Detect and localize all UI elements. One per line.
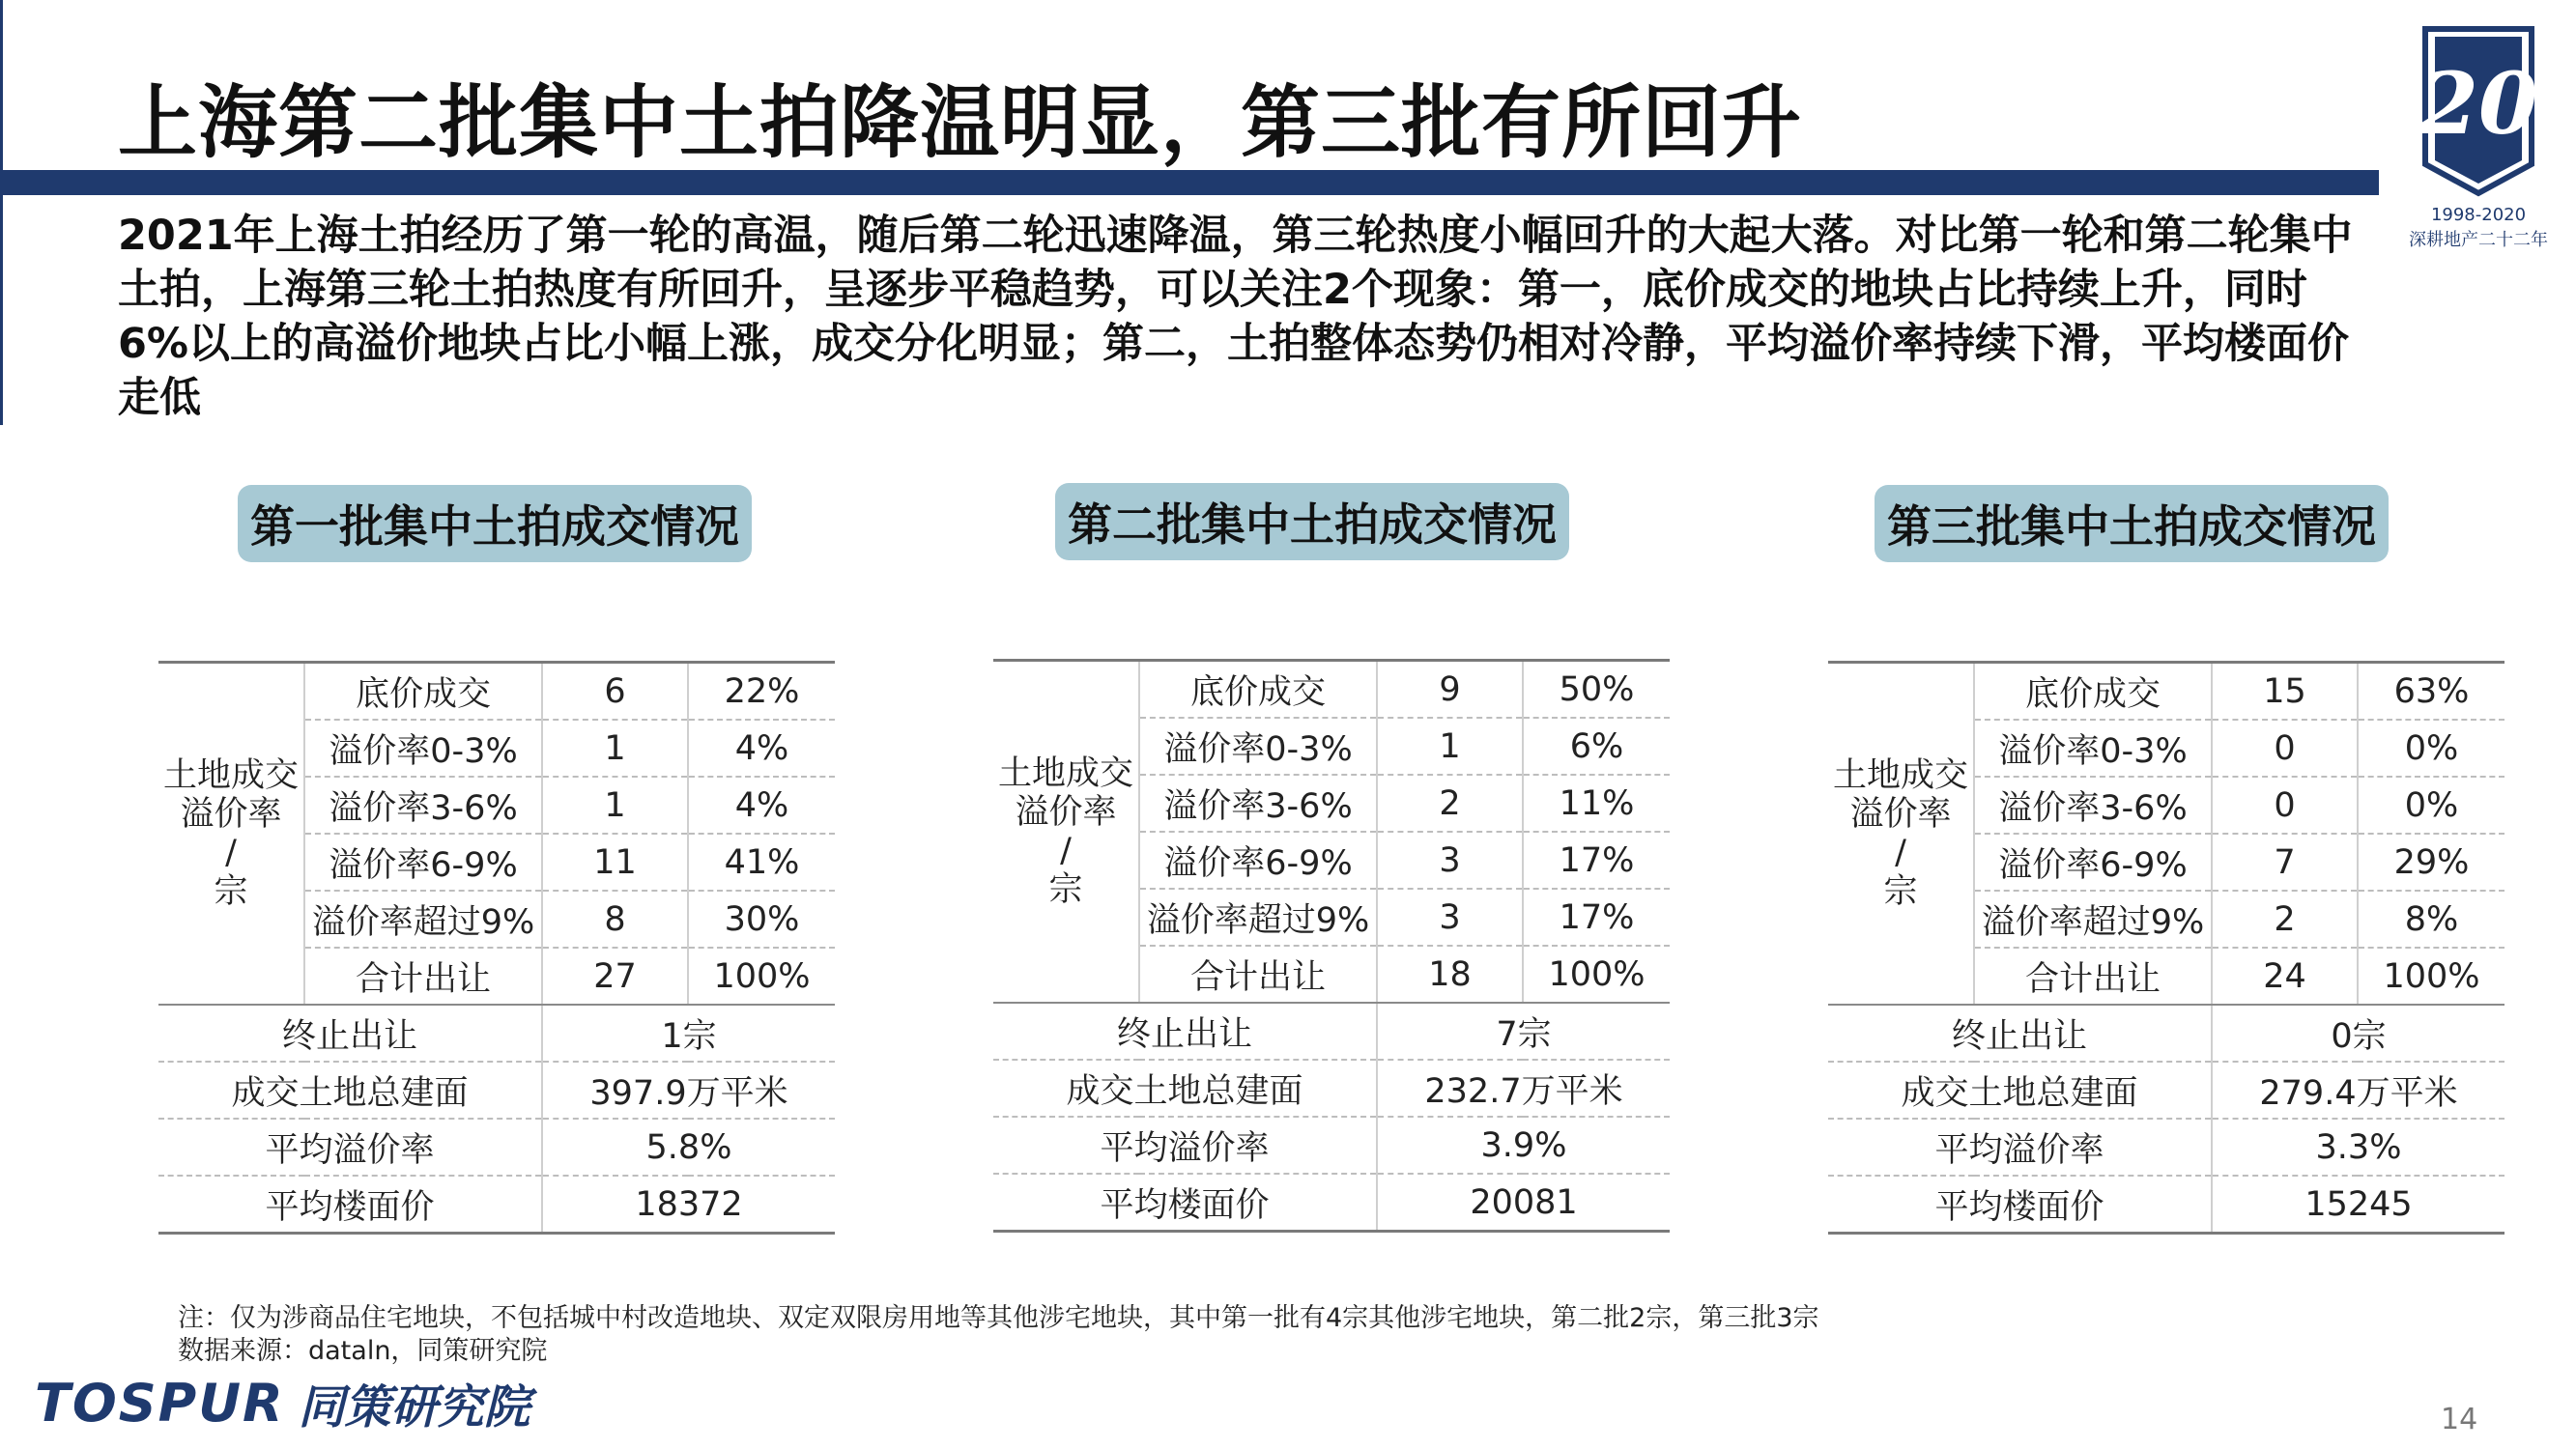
row-group-header	[1828, 663, 1974, 1006]
summary-value: 3.9%	[1377, 1117, 1670, 1174]
row-header-line: 土地成交	[1832, 756, 1968, 795]
row-label: 合计出让	[1974, 948, 2212, 1005]
row-header-line: 宗	[1883, 872, 1918, 911]
summary-value: 18372	[542, 1176, 835, 1234]
summary-value: 3.3%	[2212, 1119, 2504, 1176]
row-header-line: /	[225, 834, 237, 872]
row-label: 溢价率超过9%	[1974, 891, 2212, 948]
row-pct: 22%	[688, 663, 835, 721]
row-header-line: /	[1060, 832, 1072, 870]
title-underline-bar	[0, 170, 2379, 195]
row-label: 底价成交	[1139, 661, 1377, 719]
batch2-heading: 第二批集中土拍成交情况	[1055, 483, 1569, 560]
row-label: 底价成交	[304, 663, 542, 721]
row-count: 11	[542, 834, 688, 891]
summary-label: 平均楼面价	[1828, 1176, 2212, 1234]
row-label: 溢价率0-3%	[1974, 720, 2212, 777]
summary-value: 5.8%	[542, 1119, 835, 1176]
row-count: 8	[542, 891, 688, 948]
row-count: 24	[2212, 948, 2358, 1005]
summary-paragraph: 2021年上海土拍经历了第一轮的高温，随后第二轮迅速降温，第三轮热度小幅回升的大起大落。对比第一轮和第二轮集中土拍，上海第三轮土拍热度有所回升，呈逐步平稳趋势，可以关注2个现象：第一，底价成交的地块占比持续上升，同时6%以上的高溢价地块占比小幅上涨，成交分化明显；第二，土拍整体态势仍相对冷静，平均溢价率持续下滑，平均楼面价走低	[118, 212, 2353, 422]
row-label: 溢价率0-3%	[1139, 718, 1377, 775]
anniversary-emblem-icon	[2396, 19, 2561, 203]
row-header-line: 溢价率	[180, 795, 282, 834]
row-count: 1	[542, 720, 688, 777]
row-group-header	[158, 663, 304, 1006]
row-pct: 4%	[688, 720, 835, 777]
footnote-source: 数据来源：dataln，同策研究院	[178, 1336, 548, 1366]
logo-years: 1998-2020	[2430, 205, 2527, 225]
summary-label: 平均溢价率	[1828, 1119, 2212, 1176]
footnote-note: 注：仅为涉商品住宅地块，不包括城中村改造地块、双定双限房用地等其他涉宅地块，其中第一批有4宗其他涉宅地块，第二批2宗，第三批3宗	[178, 1303, 1819, 1333]
row-label: 合计出让	[304, 948, 542, 1005]
summary-value: 20081	[1377, 1174, 1670, 1232]
row-pct: 29%	[2358, 834, 2504, 891]
batch3-table	[1828, 661, 2504, 1235]
row-label: 溢价率6-9%	[1139, 832, 1377, 889]
row-count: 7	[2212, 834, 2358, 891]
row-label: 溢价率0-3%	[304, 720, 542, 777]
row-label: 溢价率超过9%	[1139, 889, 1377, 946]
row-header-line: 宗	[214, 872, 248, 911]
brand-name-en: TOSPUR	[35, 1373, 285, 1434]
slide-title: 上海第二批集中土拍降温明显，第三批有所回升	[118, 77, 1803, 169]
row-pct: 50%	[1523, 661, 1670, 719]
row-count: 0	[2212, 720, 2358, 777]
row-pct: 63%	[2358, 663, 2504, 721]
row-pct: 0%	[2358, 720, 2504, 777]
row-count: 3	[1377, 832, 1523, 889]
row-count: 9	[1377, 661, 1523, 719]
row-header-line: 土地成交	[162, 756, 299, 795]
summary-value: 232.7万平米	[1377, 1060, 1670, 1117]
brand-name-cn: 同策研究院	[298, 1380, 530, 1435]
row-label: 底价成交	[1974, 663, 2212, 721]
footnote	[178, 1302, 1819, 1368]
row-count: 2	[2212, 891, 2358, 948]
row-count: 27	[542, 948, 688, 1005]
summary-label: 平均楼面价	[158, 1176, 542, 1234]
row-count: 6	[542, 663, 688, 721]
row-count: 1	[542, 777, 688, 834]
row-label: 合计出让	[1139, 946, 1377, 1003]
brand-logo	[35, 1370, 530, 1436]
row-label: 溢价率超过9%	[304, 891, 542, 948]
summary-label: 平均溢价率	[158, 1119, 542, 1176]
row-pct: 100%	[688, 948, 835, 1005]
batch1-heading: 第一批集中土拍成交情况	[238, 485, 752, 562]
row-pct: 17%	[1523, 889, 1670, 946]
row-pct: 41%	[688, 834, 835, 891]
summary-label: 成交土地总建面	[993, 1060, 1377, 1117]
row-label: 溢价率3-6%	[1974, 777, 2212, 834]
summary-label: 平均溢价率	[993, 1117, 1377, 1174]
row-count: 15	[2212, 663, 2358, 721]
summary-label: 平均楼面价	[993, 1174, 1377, 1232]
row-pct: 8%	[2358, 891, 2504, 948]
row-pct: 11%	[1523, 775, 1670, 832]
left-edge-accent	[0, 0, 3, 425]
row-count: 0	[2212, 777, 2358, 834]
row-header-line: 宗	[1048, 870, 1083, 909]
row-pct: 100%	[1523, 946, 1670, 1003]
summary-label: 终止出让	[1828, 1005, 2212, 1062]
row-label: 溢价率6-9%	[1974, 834, 2212, 891]
row-count: 18	[1377, 946, 1523, 1003]
row-label: 溢价率3-6%	[1139, 775, 1377, 832]
row-label: 溢价率3-6%	[304, 777, 542, 834]
row-pct: 0%	[2358, 777, 2504, 834]
batch2-table	[993, 659, 1670, 1233]
row-group-header	[993, 661, 1139, 1004]
batch1-table	[158, 661, 835, 1235]
row-header-line: /	[1895, 834, 1906, 872]
summary-label: 成交土地总建面	[158, 1062, 542, 1119]
logo-slogan: 深耕地产二十二年	[2409, 230, 2548, 250]
page-number: 14	[2441, 1403, 2478, 1436]
row-label: 溢价率6-9%	[304, 834, 542, 891]
row-header-line: 溢价率	[1015, 793, 1117, 832]
anniversary-logo	[2396, 19, 2561, 261]
row-pct: 6%	[1523, 718, 1670, 775]
row-count: 2	[1377, 775, 1523, 832]
summary-value: 15245	[2212, 1176, 2504, 1234]
summary-value: 1宗	[542, 1005, 835, 1062]
summary-value: 279.4万平米	[2212, 1062, 2504, 1119]
summary-value: 7宗	[1377, 1003, 1670, 1060]
row-pct: 100%	[2358, 948, 2504, 1005]
row-pct: 30%	[688, 891, 835, 948]
logo-number: 20	[2419, 53, 2538, 154]
summary-label: 终止出让	[993, 1003, 1377, 1060]
row-header-line: 土地成交	[997, 754, 1133, 793]
batch3-heading: 第三批集中土拍成交情况	[1875, 485, 2389, 562]
summary-label: 成交土地总建面	[1828, 1062, 2212, 1119]
row-count: 1	[1377, 718, 1523, 775]
row-header-line: 溢价率	[1849, 795, 1952, 834]
summary-label: 终止出让	[158, 1005, 542, 1062]
row-pct: 17%	[1523, 832, 1670, 889]
summary-value: 397.9万平米	[542, 1062, 835, 1119]
row-count: 3	[1377, 889, 1523, 946]
row-pct: 4%	[688, 777, 835, 834]
summary-value: 0宗	[2212, 1005, 2504, 1062]
